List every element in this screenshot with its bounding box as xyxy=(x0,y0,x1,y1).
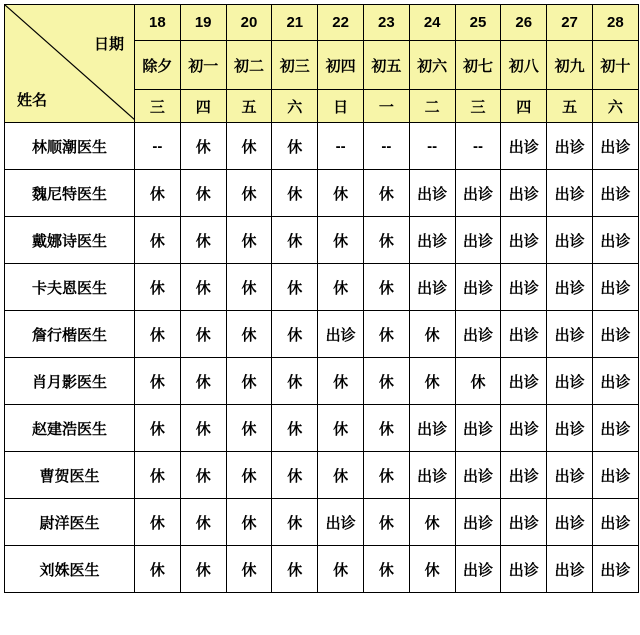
table-row xyxy=(5,217,639,264)
schedule-cell: 出诊 xyxy=(455,264,501,311)
header-weekday: 四 xyxy=(501,90,547,123)
schedule-cell: 休 xyxy=(180,499,226,546)
schedule-cell: 休 xyxy=(180,217,226,264)
header-day-number: 26 xyxy=(501,5,547,41)
schedule-cell: 出诊 xyxy=(455,405,501,452)
header-lunar-day: 初九 xyxy=(547,41,593,90)
doctor-schedule-table xyxy=(4,4,639,593)
schedule-cell: 休 xyxy=(180,546,226,593)
schedule-cell: -- xyxy=(363,123,409,170)
schedule-cell: 出诊 xyxy=(592,499,638,546)
header-lunar-day: 初二 xyxy=(226,41,272,90)
header-day-number: 27 xyxy=(547,5,593,41)
corner-header-cell xyxy=(5,5,135,123)
schedule-cell: 出诊 xyxy=(409,405,455,452)
schedule-cell: -- xyxy=(135,123,181,170)
header-lunar-day: 初七 xyxy=(455,41,501,90)
schedule-cell: 休 xyxy=(363,499,409,546)
schedule-cell: 出诊 xyxy=(455,452,501,499)
schedule-cell: 出诊 xyxy=(592,170,638,217)
schedule-cell: 休 xyxy=(226,405,272,452)
schedule-cell: -- xyxy=(318,123,364,170)
schedule-cell: 休 xyxy=(272,358,318,405)
schedule-cell: 出诊 xyxy=(501,123,547,170)
schedule-cell: 休 xyxy=(180,452,226,499)
header-weekday: 三 xyxy=(135,90,181,123)
schedule-cell: 休 xyxy=(272,499,318,546)
schedule-cell: 休 xyxy=(226,217,272,264)
schedule-cell: 休 xyxy=(226,264,272,311)
schedule-cell: 出诊 xyxy=(455,546,501,593)
schedule-cell: 休 xyxy=(409,358,455,405)
schedule-cell: 出诊 xyxy=(547,217,593,264)
schedule-cell: 出诊 xyxy=(501,358,547,405)
schedule-cell: 出诊 xyxy=(592,452,638,499)
schedule-cell: 出诊 xyxy=(592,405,638,452)
schedule-cell: 休 xyxy=(409,499,455,546)
schedule-cell: 休 xyxy=(318,170,364,217)
schedule-cell: 出诊 xyxy=(592,546,638,593)
doctor-name-cell: 林顺潮医生 xyxy=(5,123,135,170)
schedule-cell: 出诊 xyxy=(501,217,547,264)
schedule-cell: 出诊 xyxy=(501,499,547,546)
header-lunar-day: 初四 xyxy=(318,41,364,90)
table-row xyxy=(5,405,639,452)
schedule-cell: 出诊 xyxy=(501,452,547,499)
schedule-cell: 休 xyxy=(135,170,181,217)
schedule-cell: 休 xyxy=(272,264,318,311)
schedule-cell: 出诊 xyxy=(547,264,593,311)
table-row xyxy=(5,499,639,546)
header-lunar-day: 初三 xyxy=(272,41,318,90)
schedule-cell: 休 xyxy=(135,452,181,499)
schedule-cell: 出诊 xyxy=(592,217,638,264)
schedule-cell: 出诊 xyxy=(455,311,501,358)
header-weekday: 四 xyxy=(180,90,226,123)
schedule-cell: 出诊 xyxy=(547,170,593,217)
schedule-cell: 出诊 xyxy=(455,217,501,264)
schedule-cell: 休 xyxy=(135,311,181,358)
schedule-cell: 休 xyxy=(226,358,272,405)
header-day-number: 20 xyxy=(226,5,272,41)
doctor-name-cell: 曹贺医生 xyxy=(5,452,135,499)
header-weekday: 五 xyxy=(547,90,593,123)
header-weekday: 五 xyxy=(226,90,272,123)
header-weekday: 三 xyxy=(455,90,501,123)
header-day-number: 24 xyxy=(409,5,455,41)
schedule-cell: 休 xyxy=(363,405,409,452)
header-day-number: 28 xyxy=(592,5,638,41)
schedule-cell: 休 xyxy=(180,264,226,311)
schedule-cell: 休 xyxy=(226,452,272,499)
schedule-cell: 休 xyxy=(363,358,409,405)
header-row-days xyxy=(5,5,639,41)
schedule-cell: 休 xyxy=(226,546,272,593)
header-lunar-day: 初十 xyxy=(592,41,638,90)
schedule-cell: 休 xyxy=(135,264,181,311)
schedule-cell: 休 xyxy=(409,546,455,593)
schedule-cell: 休 xyxy=(135,499,181,546)
doctor-name-cell: 詹行楷医生 xyxy=(5,311,135,358)
schedule-cell: 出诊 xyxy=(547,452,593,499)
schedule-cell: 休 xyxy=(318,452,364,499)
schedule-cell: 出诊 xyxy=(592,311,638,358)
corner-name-label: 姓名 xyxy=(17,92,48,109)
corner-date-label: 日期 xyxy=(93,36,124,53)
header-weekday: 六 xyxy=(592,90,638,123)
schedule-cell: 休 xyxy=(409,311,455,358)
doctor-name-cell: 刘姝医生 xyxy=(5,546,135,593)
header-weekday: 六 xyxy=(272,90,318,123)
schedule-cell: 休 xyxy=(318,217,364,264)
schedule-cell: 休 xyxy=(180,405,226,452)
schedule-cell: 休 xyxy=(226,170,272,217)
table-row xyxy=(5,264,639,311)
schedule-cell: 休 xyxy=(272,311,318,358)
schedule-cell: 出诊 xyxy=(592,123,638,170)
doctor-name-cell: 赵建浩医生 xyxy=(5,405,135,452)
schedule-cell: 休 xyxy=(135,405,181,452)
table-row xyxy=(5,311,639,358)
schedule-cell: 休 xyxy=(226,311,272,358)
schedule-cell: 出诊 xyxy=(592,264,638,311)
schedule-cell: 休 xyxy=(363,217,409,264)
schedule-cell: 出诊 xyxy=(547,405,593,452)
schedule-cell: 出诊 xyxy=(547,311,593,358)
schedule-cell: 出诊 xyxy=(455,170,501,217)
schedule-cell: 休 xyxy=(272,217,318,264)
schedule-cell: 休 xyxy=(272,123,318,170)
schedule-cell: 出诊 xyxy=(547,358,593,405)
schedule-cell: -- xyxy=(455,123,501,170)
schedule-cell: 出诊 xyxy=(318,499,364,546)
header-day-number: 22 xyxy=(318,5,364,41)
schedule-cell: 出诊 xyxy=(455,499,501,546)
schedule-cell: 休 xyxy=(272,170,318,217)
doctor-name-cell: 尉洋医生 xyxy=(5,499,135,546)
header-day-number: 19 xyxy=(180,5,226,41)
table-row xyxy=(5,123,639,170)
schedule-cell: 出诊 xyxy=(547,546,593,593)
schedule-cell: -- xyxy=(409,123,455,170)
header-lunar-day: 初八 xyxy=(501,41,547,90)
header-lunar-day: 初六 xyxy=(409,41,455,90)
table-row xyxy=(5,358,639,405)
doctor-name-cell: 魏尼特医生 xyxy=(5,170,135,217)
schedule-cell: 休 xyxy=(272,405,318,452)
header-lunar-day: 初一 xyxy=(180,41,226,90)
doctor-name-cell: 戴娜诗医生 xyxy=(5,217,135,264)
schedule-cell: 出诊 xyxy=(547,499,593,546)
schedule-cell: 出诊 xyxy=(592,358,638,405)
schedule-cell: 出诊 xyxy=(501,264,547,311)
schedule-cell: 休 xyxy=(318,264,364,311)
schedule-cell: 休 xyxy=(318,405,364,452)
header-day-number: 18 xyxy=(135,5,181,41)
schedule-cell: 休 xyxy=(272,452,318,499)
schedule-cell: 出诊 xyxy=(409,264,455,311)
header-day-number: 21 xyxy=(272,5,318,41)
schedule-cell: 出诊 xyxy=(409,452,455,499)
header-day-number: 23 xyxy=(363,5,409,41)
schedule-cell: 休 xyxy=(135,358,181,405)
table-row xyxy=(5,452,639,499)
table-row xyxy=(5,546,639,593)
schedule-cell: 出诊 xyxy=(547,123,593,170)
schedule-cell: 出诊 xyxy=(501,546,547,593)
schedule-cell: 休 xyxy=(180,358,226,405)
schedule-cell: 出诊 xyxy=(318,311,364,358)
schedule-cell: 休 xyxy=(272,546,318,593)
schedule-cell: 出诊 xyxy=(409,217,455,264)
schedule-cell: 休 xyxy=(363,170,409,217)
schedule-cell: 休 xyxy=(363,546,409,593)
schedule-cell: 休 xyxy=(226,123,272,170)
schedule-cell: 休 xyxy=(135,217,181,264)
schedule-cell: 休 xyxy=(135,546,181,593)
schedule-cell: 出诊 xyxy=(501,405,547,452)
header-weekday: 一 xyxy=(363,90,409,123)
table-row xyxy=(5,170,639,217)
header-weekday: 二 xyxy=(409,90,455,123)
header-weekday: 日 xyxy=(318,90,364,123)
schedule-cell: 休 xyxy=(455,358,501,405)
schedule-cell: 休 xyxy=(363,264,409,311)
doctor-name-cell: 肖月影医生 xyxy=(5,358,135,405)
schedule-cell: 休 xyxy=(318,546,364,593)
schedule-cell: 休 xyxy=(180,311,226,358)
schedule-cell: 出诊 xyxy=(409,170,455,217)
schedule-cell: 出诊 xyxy=(501,311,547,358)
schedule-cell: 出诊 xyxy=(501,170,547,217)
schedule-cell: 休 xyxy=(363,452,409,499)
header-day-number: 25 xyxy=(455,5,501,41)
schedule-cell: 休 xyxy=(180,123,226,170)
schedule-cell: 休 xyxy=(318,358,364,405)
schedule-cell: 休 xyxy=(180,170,226,217)
schedule-cell: 休 xyxy=(363,311,409,358)
header-lunar-day: 除夕 xyxy=(135,41,181,90)
header-lunar-day: 初五 xyxy=(363,41,409,90)
schedule-cell: 休 xyxy=(226,499,272,546)
doctor-name-cell: 卡夫恩医生 xyxy=(5,264,135,311)
